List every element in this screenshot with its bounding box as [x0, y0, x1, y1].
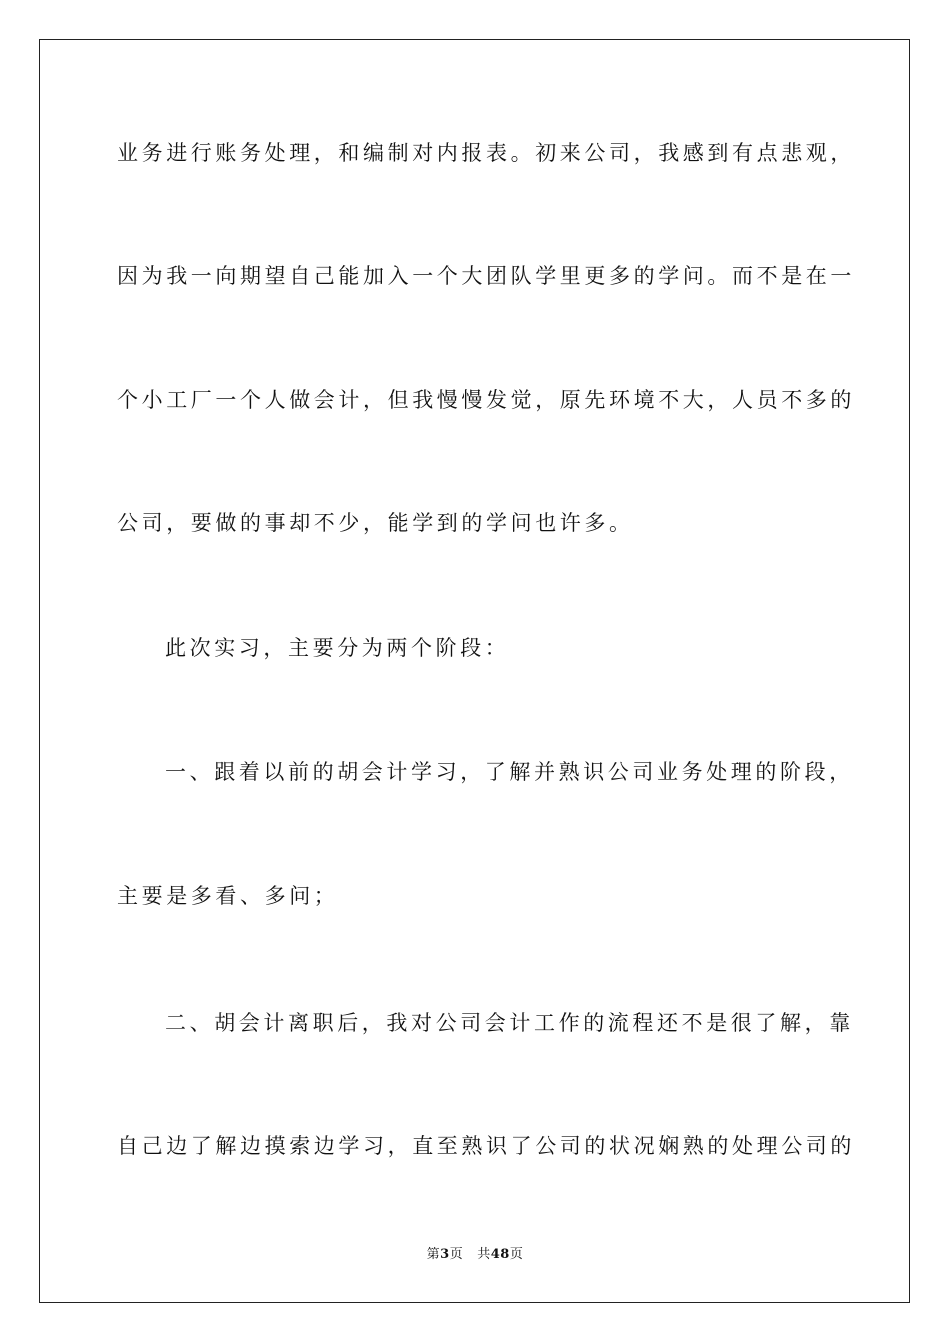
body-text-line-1: 业务进行账务处理，和编制对内报表。初来公司，我感到有点悲观， [117, 141, 855, 165]
body-text-line-6: 一、跟着以前的胡会计学习，了解并熟识公司业务处理的阶段， [165, 760, 854, 784]
body-text-line-9: 自己边了解边摸索边学习，直至熟识了公司的状况娴熟的处理公司的 [117, 1134, 855, 1158]
page-label-suffix: 页 [449, 1247, 464, 1262]
body-text-line-4: 公司，要做的事却不少，能学到的学问也许多。 [117, 511, 634, 535]
page-number: 3 [440, 1247, 450, 1262]
body-text-line-3: 个小工厂一个人做会计，但我慢慢发觉，原先环境不大，人员不多的 [117, 388, 855, 412]
page-frame [39, 39, 910, 1303]
page-label-prefix: 第 [426, 1247, 441, 1262]
total-label-suffix: 页 [509, 1247, 524, 1262]
body-text-line-8: 二、胡会计离职后，我对公司会计工作的流程还不是很了解，靠 [165, 1011, 854, 1035]
body-text-line-5: 此次实习，主要分为两个阶段： [165, 636, 510, 660]
page-footer [0, 1247, 950, 1263]
total-label-prefix: 共 [477, 1247, 491, 1262]
body-text-line-7: 主要是多看、多问； [117, 884, 339, 908]
total-pages: 48 [490, 1247, 510, 1262]
body-text-line-2: 因为我一向期望自己能加入一个大团队学里更多的学问。而不是在一 [117, 264, 855, 288]
